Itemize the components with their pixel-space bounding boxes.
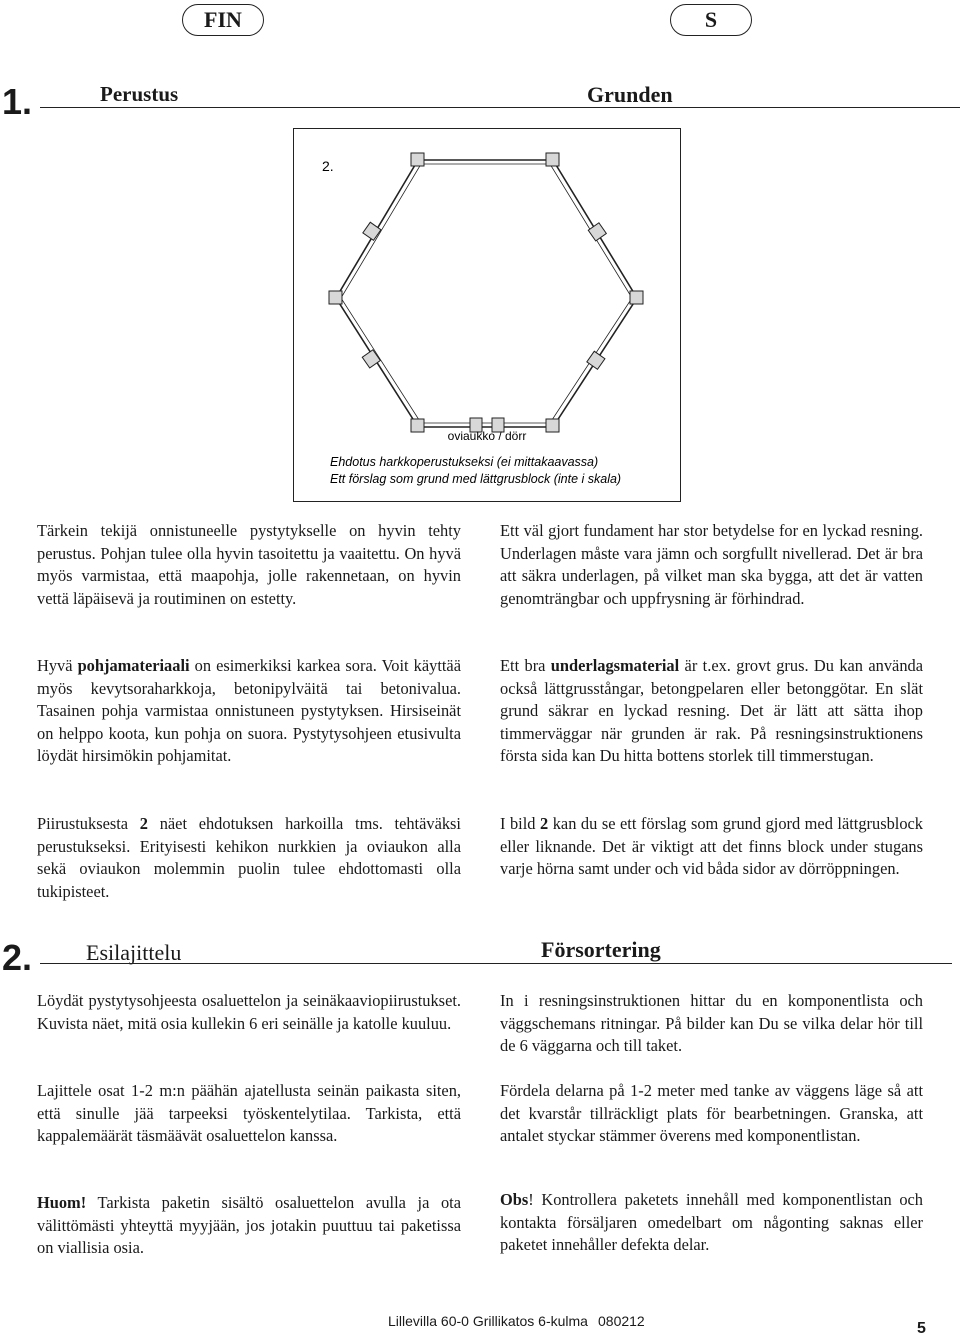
foundation-block [546, 153, 559, 166]
foundation-diagram [293, 128, 681, 502]
s1-fi-p2-bold: pohjamateriaali [77, 656, 190, 675]
s1-sv-paragraph-1: Ett väl gjort fundament har stor betydelse for en lyckad resning. Underlagen måste vara jämn och sorgfullt nivellerad. Det är bra att säkra underlagen, på vilket man ska bygga, att det är vatten genomträngbar och uppfrysning är förhindrad. [500, 521, 923, 608]
section-1-heading-sv: Grunden [587, 82, 673, 107]
s2-sv-p3-after: ! Kontrollera paketets innehåll med komponentlistan och kontakta försäljaren omedelbart om någonting saknas eller paketet innehåller defekta delar. [500, 1190, 923, 1255]
foundation-block [329, 291, 342, 304]
lang-tab-fin[interactable] [182, 4, 264, 36]
s1-fi-p3-after: näet ehdotuksen harkoilla tms. tehtäväksi perustukseksi. Erityisesti kehikon nurkkien ja oviaukon alla sekä oviaukon molemmin puolin tulee ehdottomasti olla tukipisteet. [37, 814, 461, 901]
s2-fi-paragraph-2: Lajittele osat 1-2 m:n päähän ajatellusta seinän paikasta siten, että sinulle jää tarpeeksi työskentelytilaa. Tarkista, että kappalemäärät täsmäävät osaluettelon kanssa. [37, 1081, 461, 1146]
foundation-block [411, 153, 424, 166]
section-1-rule [40, 107, 960, 108]
s2-sv-paragraph-1: In i resningsinstruktionen hittar du en komponentlista och väggschemans ritningar. På bilder kan Du se vilka delar hör till de 6 väggarna och till taket. [500, 991, 923, 1056]
s1-sv-p3-after: kan du se ett förslag som grund gjord med lättgrusblock eller liknande. Det är viktigt att det finns block under stugans varje hörna samt under och vid båda sidor av dörröppningen. [500, 814, 924, 879]
footer-code: 080212 [598, 1313, 645, 1329]
s1-fi-p3-before: Piirustuksesta [37, 814, 140, 833]
s2-fi-paragraph-3 [37, 1192, 461, 1260]
foundation-block [588, 223, 606, 241]
s1-sv-p3-bold: 2 [540, 814, 549, 833]
s2-sv-paragraph-3 [500, 1189, 923, 1257]
foundation-block [363, 222, 381, 240]
foundation-block [630, 291, 643, 304]
page-number: 5 [917, 1320, 926, 1337]
figure-number: 2. [322, 158, 334, 174]
s1-sv-p2-before: Ett bra [500, 656, 551, 675]
section-1-number: 1. [2, 81, 33, 122]
hexagon-outline [336, 160, 637, 427]
s2-sv-p3-bold: Obs [500, 1190, 529, 1209]
foundation-blocks [329, 153, 643, 432]
s2-fi-paragraph-1: Löydät pystytysohjeesta osaluettelon ja seinäkaaviopiirustukset. Kuvista näet, mitä osia kullekin 6 eri seinälle ja katolle kuuluu. [37, 991, 461, 1033]
hexagon-foundation-svg [294, 129, 680, 501]
foundation-block [587, 351, 605, 369]
section-1-heading-fi: Perustus [100, 82, 179, 106]
foundation-block [546, 419, 559, 432]
s1-sv-p2-bold: underlagsmaterial [550, 656, 680, 675]
figure-caption-fi: Ehdotus harkkoperustukseksi (ei mittakaavassa) [330, 455, 599, 469]
s2-fi-p3-bold: Huom! [37, 1193, 87, 1212]
foundation-block [362, 350, 380, 368]
footer-product: Lillevilla 60-0 Grillikatos 6-kulma [388, 1313, 588, 1329]
s1-fi-paragraph-2 [37, 655, 461, 768]
s2-sv-paragraph-2: Fördela delarna på 1-2 meter med tanke av väggens läge så att det kvarstår tillräckligt plats för bearbetningen. Granska, att antalet styckar stämmer överens med komponentlistan. [500, 1081, 923, 1146]
s1-fi-paragraph-1: Tärkein tekijä onnistuneelle pystytykselle on hyvin tehty perustus. Pohjan tulee olla hyvin tasoitettu ja vaaitettu. On hyvä myös varmistaa, että maapohja, jolle rakennetaan, on hyvin vettä läpäisevä ja routiminen on estetty. [37, 521, 461, 608]
lang-tab-swe-label: S [704, 7, 718, 32]
lang-tab-swe[interactable] [670, 4, 752, 36]
door-label: oviaukko / dörr [447, 429, 527, 443]
foundation-block [411, 419, 424, 432]
lang-tab-fin-label: FIN [204, 7, 242, 32]
s1-sv-paragraph-2 [500, 655, 923, 768]
s1-sv-p2-after: är t.ex. grovt grus. Du kan använda också lättgrusstångar, betongpelaren eller betonggötar. En slät grund säkrar en lyckad resning. Det är lätt att sätta ihop timmerväggar när grunden är rak. På resningsinstruktionens första sida kan Du hitta bottens storlek till timmerstugan. [500, 656, 923, 766]
section-2-heading-sv: Försortering [541, 937, 661, 962]
s1-sv-paragraph-3 [500, 813, 923, 881]
s1-fi-paragraph-3 [37, 813, 461, 903]
s2-fi-p3-after: Tarkista paketin sisältö osaluettelon avulla ja ota välittömästi yhteyttä myyjään, jos jotakin puuttuu tai paketissa on viallisia osia. [37, 1193, 461, 1258]
section-2-heading-fi: Esilajittelu [86, 940, 182, 965]
section-2-rule [40, 963, 952, 964]
s1-fi-p2-before: Hyvä [37, 656, 78, 675]
s1-fi-p3-bold: 2 [139, 814, 148, 833]
section-2-number: 2. [2, 937, 33, 978]
s1-fi-p2-after: on esimerkiksi karkea sora. Voit käyttää myös kevytsoraharkkoja, betonipylväitä tai betonivalua. Tasainen pohja varmistaa onnistuneen pystytyksen. Hirsiseinät on helppo koota, kun pohja on suora. Pystytysohjeen etusivulta löydät hirsimökin pohjamitat. [37, 656, 461, 766]
figure-caption-sv: Ett förslag som grund med lättgrusblock (inte i skala) [330, 472, 622, 486]
s1-sv-p3-before: I bild [500, 814, 541, 833]
